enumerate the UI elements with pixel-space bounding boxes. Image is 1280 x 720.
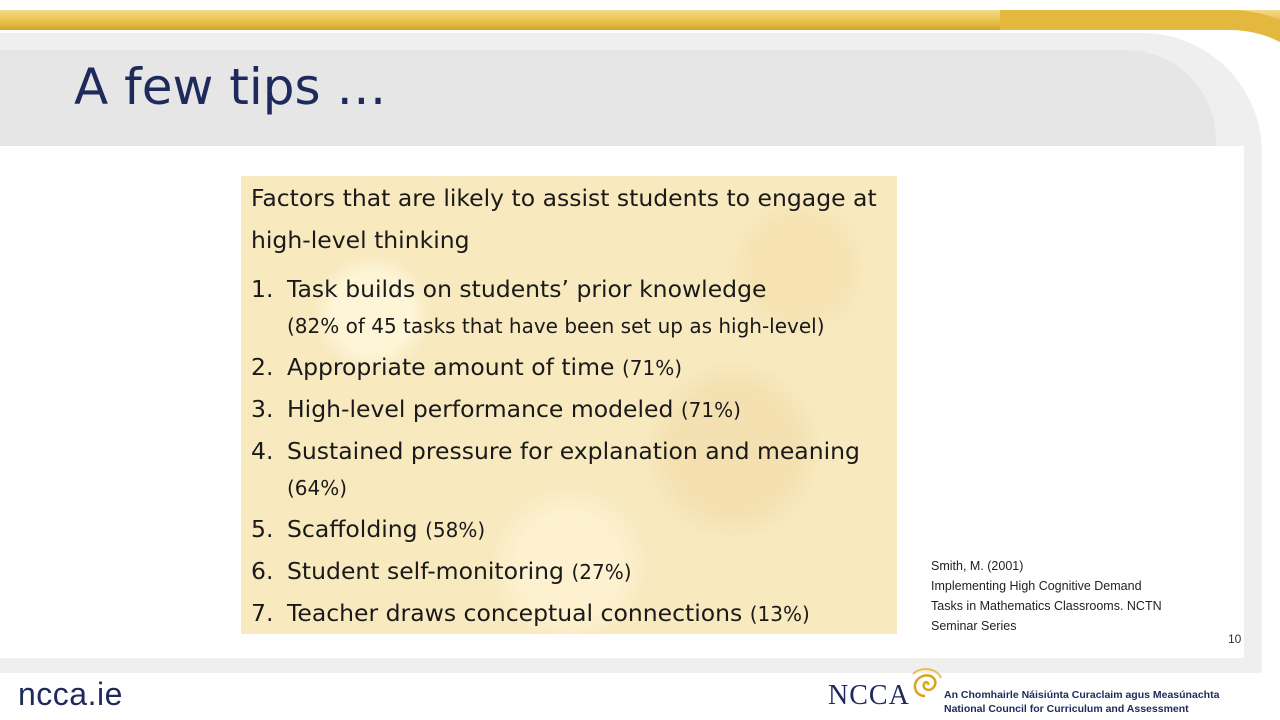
tip-text: Scaffolding bbox=[287, 515, 418, 543]
page-number: 10 bbox=[1228, 632, 1242, 646]
citation-line: Tasks in Mathematics Classrooms. NCTN bbox=[931, 599, 1162, 613]
tip-text: High-level performance modeled bbox=[287, 395, 674, 423]
tip-number: 7. bbox=[251, 599, 274, 627]
tip-text: Sustained pressure for explanation and meaning bbox=[287, 437, 860, 465]
tip-text: Task builds on students’ prior knowledge bbox=[287, 275, 767, 303]
slide-title: A few tips … bbox=[74, 58, 387, 116]
citation-line: Seminar Series bbox=[931, 619, 1017, 633]
tip-item-5 bbox=[251, 509, 897, 551]
tip-percent: (27%) bbox=[571, 560, 632, 584]
tip-number: 2. bbox=[251, 353, 274, 381]
tip-percent: (13%) bbox=[749, 602, 810, 626]
tip-number: 1. bbox=[251, 275, 274, 303]
tip-text: Appropriate amount of time bbox=[287, 353, 615, 381]
tip-percent: (71%) bbox=[621, 356, 682, 380]
tip-item-7 bbox=[251, 593, 897, 635]
tip-number: 5. bbox=[251, 515, 274, 543]
tip-number: 4. bbox=[251, 437, 274, 465]
tip-number: 3. bbox=[251, 395, 274, 423]
tip-detail: (82% of 45 tasks that have been set up as high-level) bbox=[287, 314, 825, 338]
tip-detail: (64%) bbox=[287, 476, 348, 500]
logo-irish-name: An Chomhairle Náisiúnta Curaclaim agus Measúnachta bbox=[944, 689, 1220, 701]
tips-card bbox=[241, 176, 897, 634]
tips-list bbox=[251, 269, 897, 635]
ncca-swirl-icon bbox=[905, 666, 945, 700]
tip-item-6 bbox=[251, 551, 897, 593]
footer-url: ncca.ie bbox=[18, 676, 123, 712]
tip-text: Teacher draws conceptual connections bbox=[287, 599, 743, 627]
citation-line: Implementing High Cognitive Demand bbox=[931, 579, 1142, 593]
logo-english-name: National Council for Curriculum and Assessment bbox=[944, 703, 1189, 715]
tip-item-3 bbox=[251, 389, 897, 431]
citation-line: Smith, M. (2001) bbox=[931, 559, 1024, 573]
card-heading: Factors that are likely to assist students to engage at high-level thinking bbox=[251, 184, 877, 254]
ncca-logo-text: NCCA bbox=[828, 680, 910, 711]
tip-item-2 bbox=[251, 347, 897, 389]
tip-item-4 bbox=[251, 431, 897, 509]
citation bbox=[931, 556, 1231, 636]
tip-number: 6. bbox=[251, 557, 274, 585]
tip-percent: (58%) bbox=[425, 518, 486, 542]
tip-percent: (71%) bbox=[680, 398, 741, 422]
tip-text: Student self-monitoring bbox=[287, 557, 564, 585]
tip-item-1 bbox=[251, 269, 897, 347]
